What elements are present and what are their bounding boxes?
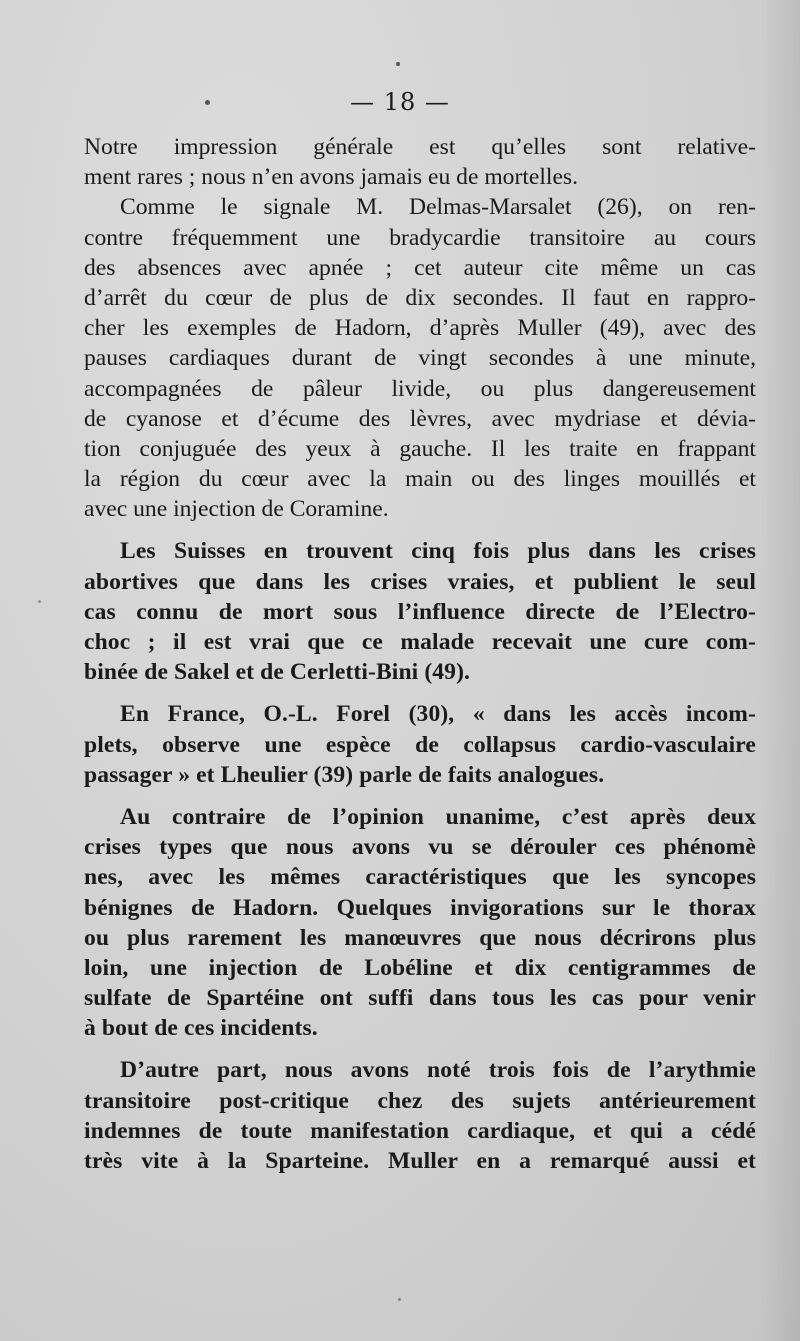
text-line: nes, avec les mêmes caractéristiques que les syncopes — [84, 864, 756, 891]
text-line: cher les exemples de Hadorn, d’après Muller (49), avec des — [84, 315, 756, 342]
text-line: Notre impression générale est qu’elles sont relative- — [84, 134, 756, 160]
text-line: abortives que dans les crises vraies, et publient le seul — [84, 568, 756, 595]
paper-speck — [205, 100, 210, 105]
text-line: transitoire post-critique chez des sujets antérieurement — [84, 1087, 756, 1114]
text-line: ou plus rarement les manœuvres que nous décrirons plus — [84, 924, 756, 951]
text-line: indemnes de toute manifestation cardiaque, et qui a cédé — [84, 1117, 756, 1144]
text-line: contre fréquemment une bradycardie transitoire au cours — [84, 224, 756, 251]
text-line: plets, observe une espèce de collapsus cardio-vasculaire — [84, 731, 756, 758]
text-line: cas connu de mort sous l’influence directe de l’Electro- — [84, 598, 756, 625]
text-line: la région du cœur avec la main ou des linges mouillés et — [84, 466, 756, 493]
text-line: Au contraire de l’opinion unanime, c’est après deux — [120, 803, 756, 830]
body-text — [84, 132, 756, 1176]
text-line: bénignes de Hadorn. Quelques invigorations sur le thorax — [84, 894, 756, 921]
text-line: D’autre part, nous avons noté trois fois de l’arythmie — [120, 1057, 756, 1084]
page-number: — 18 — — [350, 88, 450, 116]
text-line: En France, O.-L. Forel (30), « dans les accès incom- — [120, 701, 756, 728]
paper-speck — [398, 1298, 401, 1301]
paragraph-1 — [84, 132, 756, 192]
text-line: crises types que nous avons vu se dérouler ces phénomè — [84, 834, 756, 861]
text-line: pauses cardiaques durant de vingt secondes à une minute, — [84, 345, 756, 372]
page-edge-shadow — [760, 0, 800, 1341]
text-line: de cyanose et d’écume des lèvres, avec mydriase et dévia- — [84, 405, 756, 432]
paragraph-5 — [84, 802, 756, 1044]
paragraph-6 — [84, 1055, 756, 1176]
text-line: Les Suisses en trouvent cinq fois plus dans les crises — [120, 538, 756, 565]
paragraph-4 — [84, 699, 756, 790]
text-line: avec une injection de Coramine. — [84, 496, 389, 523]
paragraph-2 — [84, 192, 756, 524]
text-line: ment rares ; nous n’en avons jamais eu de mortelles. — [84, 164, 579, 191]
text-line: d’arrêt du cœur de plus de dix secondes. Il faut en rappro- — [84, 284, 756, 311]
paper-speck — [38, 600, 41, 603]
text-line: à bout de ces incidents. — [84, 1015, 318, 1042]
text-line: binée de Sakel et de Cerletti-Bini (49). — [84, 659, 471, 686]
text-line: tion conjuguée des yeux à gauche. Il les traite en frappant — [84, 435, 756, 462]
paper-speck — [396, 62, 400, 66]
text-line: des absences avec apnée ; cet auteur cite même un cas — [84, 254, 756, 281]
text-line: choc ; il est vrai que ce malade recevait une cure com- — [84, 629, 756, 655]
text-line: sulfate de Spartéine ont suffi dans tous les cas pour venir — [84, 985, 756, 1012]
text-line: Comme le signale M. Delmas-Marsalet (26), on ren- — [120, 194, 756, 221]
text-line: très vite à la Sparteine. Muller en a remarqué aussi et — [84, 1148, 756, 1174]
paragraph-3 — [84, 536, 756, 687]
text-line: accompagnées de pâleur livide, ou plus dangereusement — [84, 375, 756, 402]
text-line: passager » et Lheulier (39) parle de faits analogues. — [84, 761, 605, 788]
text-line: loin, une injection de Lobéline et dix centigrammes de — [84, 954, 756, 981]
